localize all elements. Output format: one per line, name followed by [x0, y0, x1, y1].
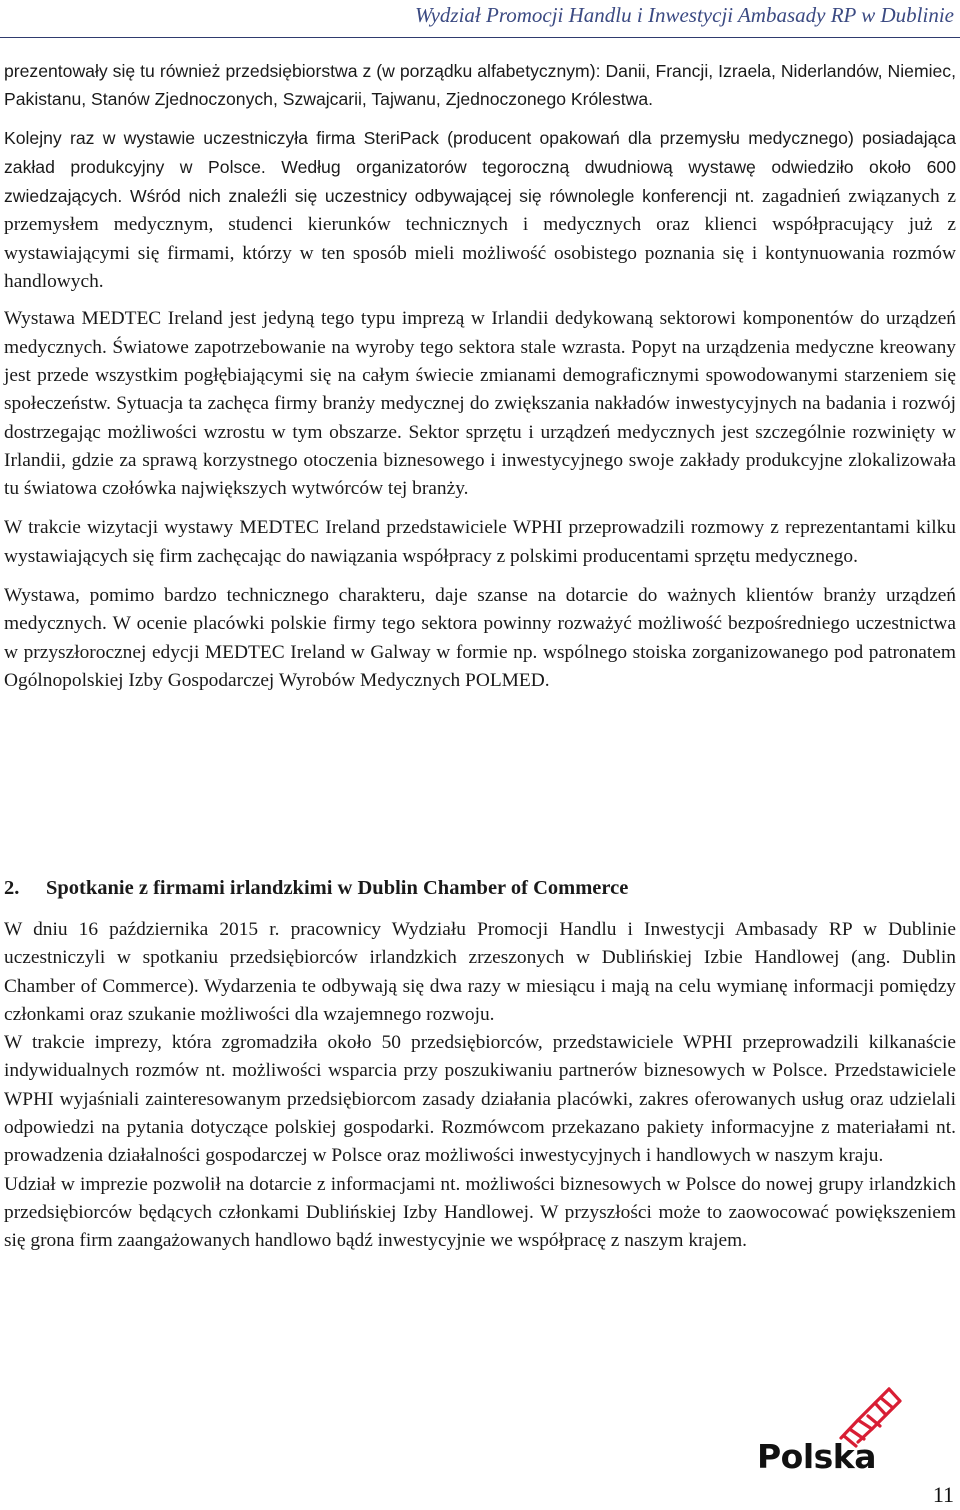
paragraph-2 — [4, 124, 956, 297]
section-title: Spotkanie z firmami irlandzkimi w Dublin Chamber of Commerce — [46, 877, 629, 899]
polska-logo-wordmark: Polska — [757, 1437, 877, 1476]
section-heading — [4, 877, 628, 900]
header-divider — [0, 37, 960, 38]
paragraph-7: W trakcie imprezy, która zgromadziła około 50 przedsiębiorców, przedstawiciele WPHI przeprowadzili kilkanaście indywidualnych rozmów nt. możliwości wsparcia przy poszukiwaniu partnerów biznesowych w Polsce. Przedstawiciele WPHI wyjaśniali zainteresowanym przedsiębiorcom zasady działania placówki, zakres oferowanych usług oraz udzielali odpowiedzi na pytania dotyczące polskiej gospodarki. Rozmówcom przekazano pakiety informacyjne z materiałami nt. prowadzenia działalności gospodarczej w Polsce oraz możliwości inwestycyjnych i handlowych w naszym kraju. — [4, 1032, 956, 1167]
body-block-2 — [4, 916, 956, 1256]
paragraph-5: Wystawa, pomimo bardzo technicznego charakteru, daje szanse na dotarcie do ważnych klientów branży urządzeń medycznych. W ocenie placówki polskie firmy tego sektora powinny rozważyć możliwość bezpośredniego uczestnictwa w przyszłorocznej edycji MEDTEC Ireland w Galway w formie np. wspólnego stoiska zorganizowanego pod patronatem Ogólnopolskiej Izby Gospodarczej Wyrobów Medycznych POLMED. — [4, 585, 956, 691]
paragraph-8: Udział w imprezie pozwolił na dotarcie z informacjami nt. możliwości biznesowych w Polsce do nowej grupy irlandzkich przedsiębiorców będących członkami Dublińskiej Izby Handlowej. W przyszłości może to zaowocować powiększeniem się grona firm zaangażowanych handlowo bądź inwestycyjnie we współpracę z naszym krajem. — [4, 1173, 956, 1252]
section-number: 2. — [4, 877, 20, 899]
paragraph-2-serif-part: zagadnień związanych z przemysłem medycznym, studenci kierunków technicznych i medycznych oraz klienci współpracujący już z wystawiającymi się firmami, którzy w ten sposób mieli możliwość osobistego poznania się i kontynuowania rozmów handlowych. — [4, 186, 956, 293]
page-number: 11 — [932, 1482, 954, 1507]
paragraph-6: W dniu 16 października 2015 r. pracownicy Wydziału Promocji Handlu i Inwestycji Ambasady RP w Dublinie uczestniczyli w spotkaniu przedsiębiorców irlandzkich zrzeszonych w Dublińskiej Izbie Handlowej (ang. Dublin Chamber of Commerce). Wydarzenia te odbywają się dwa razy w miesiącu i mają na celu wymianę informacji pomiędzy członkami oraz szukanie możliwości dla wzajemnego rozwoju. — [4, 919, 956, 1025]
body-block-1 — [4, 57, 956, 695]
paragraph-3: Wystawa MEDTEC Ireland jest jedyną tego typu imprezą w Irlandii dedykowaną sektorowi komponentów do urządzeń medycznych. Światowe zapotrzebowanie na wyroby tego sektora stale wzrasta. Popyt na urządzenia medyczne kreowany jest przede wszystkim pogłębiającymi się na całym świecie zmianami demograficznymi spowodowanymi starzeniem się społeczeństw. Sytuacja ta zachęca firmy branży medycznej do zwiększania nakładów inwestycyjnych na badania i rozwój dostrzegając możliwości wzrostu w tym obszarze. Sektor sprzętu i urządzeń medycznych jest szczególnie rozwinięty w Irlandii, gdzie za sprawą korzystnego otoczenia biznesowego i inwestycyjnego swoje zakłady produkcyjne zlokalizowała tu światowa czołówka największych wytwórców tej branży. — [4, 308, 956, 500]
paragraph-2-sans-part: Kolejny raz w wystawie uczestniczyła firma SteriPack (producent opakowań dla przemysłu medycznego) posiadająca zakład produkcyjny w Polsce. Według organizatorów tegoroczną dwudniową wystawę odwiedziło około 600 zwiedzających. Wśród nich znaleźli się uczestnicy odbywającej się równolegle konferencji nt. — [4, 127, 956, 207]
paragraph-4: W trakcie wizytacji wystawy MEDTEC Ireland przedstawiciele WPHI przeprowadzili rozmowy z reprezentantami kilku wystawiających się firm zachęcając do nawiązania współpracy z polskimi producentami sprzętu medycznego. — [4, 517, 956, 567]
paragraph-1: prezentowały się tu również przedsiębiorstwa z (w porządku alfabetycznym): Danii, Francji, Izraela, Niderlandów, Niemiec, Pakistanu, Stanów Zjednoczonych, Szwajcarii, Tajwanu, Zjednoczonego Królestwa. — [4, 61, 956, 110]
page-header-title: Wydział Promocji Handlu i Inwestycji Ambasady RP w Dublinie — [415, 3, 954, 27]
